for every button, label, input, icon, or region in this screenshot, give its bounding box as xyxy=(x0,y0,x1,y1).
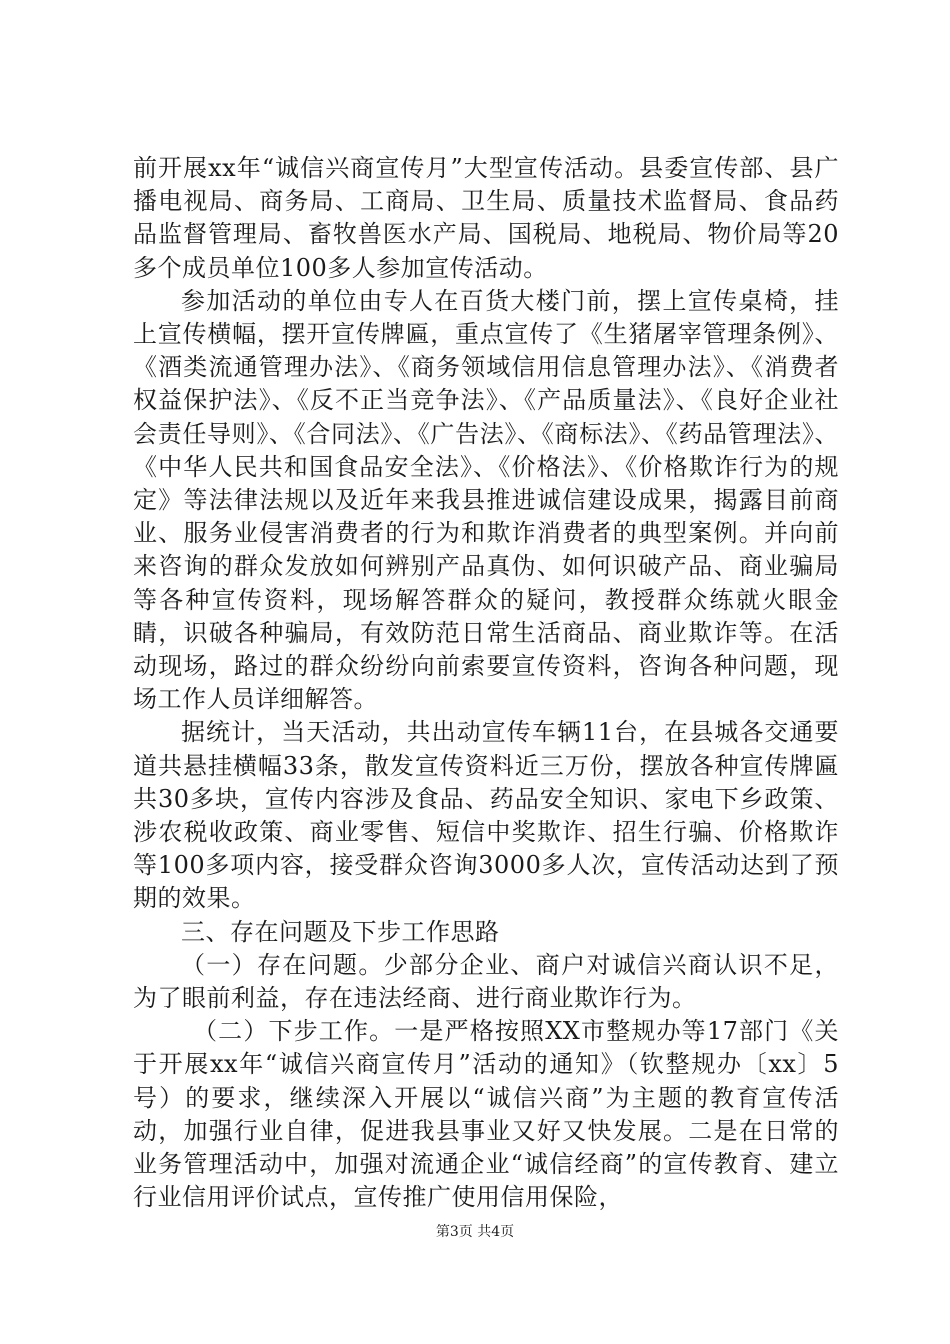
document-body xyxy=(133,152,839,1215)
section-heading: 三、存在问题及下步工作思路 xyxy=(181,917,500,946)
paragraph-next-steps: （二）下步工作。一是严格按照XX市整规办等17部门《关于开展xx年“诚信兴商宣传月”活动的通知》（钦整规办〔xx〕5号）的要求，继续深入开展以“诚信兴商”为主题的教育宣传活动，加强行业自律，促进我县事业又好又快发展。二是在日常的业务管理活动中，加强对流通企业“诚信经商”的宣传教育、建立行业信用评价试点，宣传推广使用信用保险， xyxy=(133,1017,839,1212)
paragraph-3: 据统计，当天活动，共出动宣传车辆11台，在县城各交通要道共悬挂横幅33条，散发宣传资料近三万份，摆放各种宣传牌匾共30多块，宣传内容涉及食品、药品安全知识、家电下乡政策、涉农税收政策、商业零售、短信中奖欺诈、招生行骗、价格欺诈等100多项内容，接受群众咨询3000多人次，宣传活动达到了预期的效果。 xyxy=(133,718,839,913)
page-footer: 第3页 共4页 xyxy=(435,1224,515,1240)
paragraph-2: 参加活动的单位由专人在百货大楼门前，摆上宣传桌椅，挂上宣传横幅，摆开宣传牌匾，重点宣传了《生猪屠宰管理条例》、《酒类流通管理办法》、《商务领域信用信息管理办法》、《消费者权益保护法》、《反不正当竞争法》、《产品质量法》、《良好企业社会责任导则》、《合同法》、《广告法》、《商标法》、《药品管理法》、《中华人民共和国食品安全法》、《价格法》、《价格欺诈行为的规定》等法律法规以及近年来我县推进诚信建设成果，揭露目前商业、服务业侵害消费者的行为和欺诈消费者的典型案例。并向前来咨询的群众发放如何辨别产品真伪、如何识破产品、商业骗局等各种宣传资料，现场解答群众的疑问，教授群众练就火眼金睛，识破各种骗局，有效防范日常生活商品、商业欺诈等。在活动现场，路过的群众纷纷向前索要宣传资料，咨询各种问题，现场工作人员详细解答。 xyxy=(133,286,839,714)
paragraph-1: 前开展xx年“诚信兴商宣传月”大型宣传活动。县委宣传部、县广播电视局、商务局、工商局、卫生局、质量技术监督局、食品药品监督管理局、畜牧兽医水产局、国税局、地税局、物价局等20多个成员单位100多人参加宣传活动。 xyxy=(133,154,839,282)
paragraph-issues: （一）存在问题。少部分企业、商户对诚信兴商认识不足，为了眼前利益，存在违法经商、进行商业欺诈行为。 xyxy=(133,950,839,1013)
